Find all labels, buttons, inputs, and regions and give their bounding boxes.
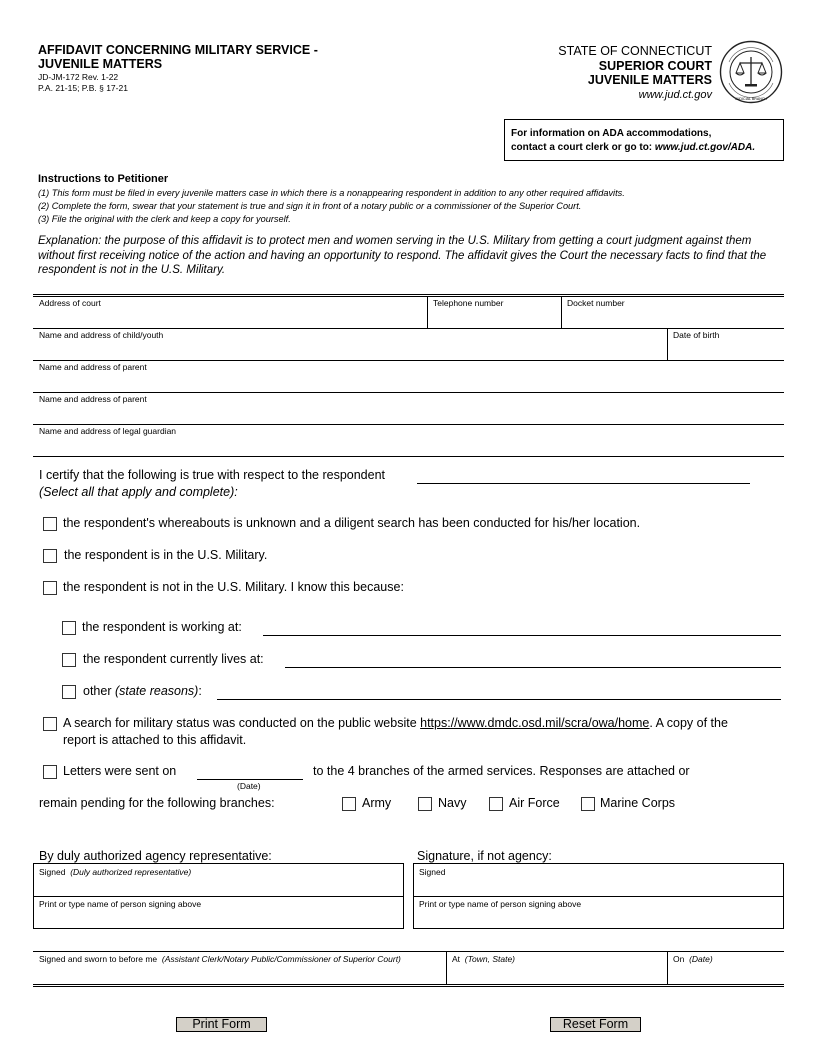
agency-signed-field[interactable]: [39, 867, 191, 877]
in-military-label: the respondent is in the U.S. Military.: [64, 548, 268, 562]
marine-corps-checkbox[interactable]: [581, 797, 595, 811]
parent2-field[interactable]: Name and address of parent: [39, 394, 147, 404]
letters-sent-continued: to the 4 branches of the armed services. Responses are attached or: [313, 764, 690, 778]
letters-sent-label: Letters were sent on: [63, 764, 177, 778]
sworn-rule-top: [33, 951, 784, 952]
working-at-checkbox[interactable]: [62, 621, 76, 635]
navy-checkbox[interactable]: [418, 797, 432, 811]
sworn-rule-bottom: [33, 984, 784, 985]
grid-rule: [33, 456, 784, 457]
instructions-list: [38, 187, 625, 226]
other-reasons-input[interactable]: [217, 699, 781, 700]
respondent-name-input[interactable]: [417, 483, 750, 484]
sworn-rule-bottom2: [33, 986, 784, 987]
website-search-checkbox[interactable]: [43, 717, 57, 731]
box-rule: [34, 896, 403, 897]
search-suffix: . A copy of the: [649, 716, 728, 730]
reset-form-button[interactable]: Reset Form: [550, 1017, 641, 1032]
ada-line1: For information on ADA accommodations,: [511, 128, 712, 139]
lives-at-checkbox[interactable]: [62, 653, 76, 667]
agency-signed-label: Signed: [39, 867, 66, 877]
other-prefix: other: [83, 684, 115, 698]
nonagency-heading: Signature, if not agency:: [417, 849, 552, 863]
instruction-item: (2) Complete the form, swear that your statement is true and sign it in front of a notary public or a commissioner of the Superior Court.: [38, 201, 582, 211]
form-code: [38, 72, 128, 94]
agency-print-name-field[interactable]: Print or type name of person signing above: [39, 899, 202, 909]
website: www.jud.ct.gov: [638, 88, 712, 101]
navy-label: Navy: [438, 796, 467, 810]
not-in-military-checkbox[interactable]: [43, 581, 57, 595]
form-title-line1: AFFIDAVIT CONCERNING MILITARY SERVICE -: [38, 43, 318, 57]
form-id: JD-JM-172 Rev. 1-22: [38, 72, 119, 82]
state-name: STATE OF CONNECTICUT: [558, 44, 712, 58]
grid-rule: [33, 360, 784, 361]
grid-divider: [667, 328, 668, 360]
date-caption: (Date): [237, 781, 261, 791]
instruction-item: (3) File the original with the clerk and keep a copy for yourself.: [38, 214, 291, 224]
dob-field[interactable]: Date of birth: [673, 330, 720, 340]
lives-at-label: the respondent currently lives at:: [83, 652, 264, 666]
ada-link[interactable]: www.jud.ct.gov/ADA.: [654, 142, 756, 153]
working-at-input[interactable]: [263, 635, 781, 636]
at-label: At: [452, 954, 461, 964]
division-name: JUVENILE MATTERS: [587, 73, 712, 87]
sworn-divider: [667, 951, 668, 984]
working-at-label: the respondent is working at:: [82, 620, 242, 634]
form-title: [38, 43, 368, 71]
marine-corps-label: Marine Corps: [600, 796, 676, 810]
statutes: P.A. 21-15; P.B. § 17-21: [38, 83, 128, 93]
unknown-whereabouts-checkbox[interactable]: [43, 517, 57, 531]
sworn-label: Signed and sworn to before me: [39, 954, 158, 964]
parent1-field[interactable]: Name and address of parent: [39, 362, 147, 372]
at-note: (Town, State): [464, 954, 516, 964]
grid-divider: [561, 296, 562, 328]
at-field[interactable]: [452, 954, 515, 964]
sworn-divider: [446, 951, 447, 984]
unknown-whereabouts-label: the respondent's whereabouts is unknown and a diligent search has been conducted for his/her location.: [63, 516, 641, 530]
air-force-label: Air Force: [509, 796, 560, 810]
nonagency-signature-box: [413, 863, 784, 929]
website-search-line2: report is attached to this affidavit.: [63, 733, 247, 747]
box-rule: [414, 896, 783, 897]
sworn-field[interactable]: [39, 954, 401, 964]
telephone-field[interactable]: Telephone number: [433, 298, 504, 308]
child-field[interactable]: Name and address of child/youth: [39, 330, 164, 340]
court-name: SUPERIOR COURT: [598, 58, 712, 73]
letters-sent-checkbox[interactable]: [43, 765, 57, 779]
dmdc-link[interactable]: https://www.dmdc.osd.mil/scra/owa/home: [420, 716, 650, 730]
not-in-military-label: the respondent is not in the U.S. Military. I know this because:: [63, 580, 404, 594]
sworn-note: (Assistant Clerk/Notary Public/Commissioner of Superior Court): [161, 954, 401, 964]
certify-select-note: (Select all that apply and complete):: [39, 485, 238, 499]
letters-date-input[interactable]: [197, 779, 303, 780]
air-force-checkbox[interactable]: [489, 797, 503, 811]
print-form-button[interactable]: Print Form: [176, 1017, 267, 1032]
in-military-checkbox[interactable]: [43, 549, 57, 563]
search-prefix: A search for military status was conducted on the public website: [63, 716, 421, 730]
instructions-heading: Instructions to Petitioner: [38, 173, 169, 185]
on-note: (Date): [689, 954, 713, 964]
ada-info-box: [504, 119, 784, 161]
other-reasons-label: [83, 684, 202, 698]
on-label: On: [673, 954, 685, 964]
agency-heading: By duly authorized agency representative:: [39, 849, 272, 863]
explanation-text: Explanation: the purpose of this affidavit is to protect men and women serving in the U.S. Military from getting a court judgment against them without first receiving notice of the action and having an opportunity to respond. The affidavit gives the Court the necessary facts to find that the respondent is not in the U.S. Military.: [38, 235, 767, 276]
ada-line2-prefix: contact a court clerk or go to:: [511, 142, 655, 153]
court-block: [558, 44, 712, 102]
other-reasons-checkbox[interactable]: [62, 685, 76, 699]
army-label: Army: [362, 796, 392, 810]
seal-text: JUDICIAL BRANCH: [734, 97, 768, 101]
agency-signature-box: [33, 863, 404, 929]
nonagency-print-name-field[interactable]: Print or type name of person signing above: [419, 899, 582, 909]
instruction-item: (1) This form must be filed in every juvenile matters case in which there is a nonappearing respondent in addition to any other required affidavits.: [38, 188, 625, 198]
guardian-field[interactable]: Name and address of legal guardian: [39, 426, 177, 436]
pending-branches-label: remain pending for the following branches:: [39, 796, 275, 810]
grid-rule: [33, 392, 784, 393]
address-of-court-field[interactable]: Address of court: [39, 298, 101, 308]
certify-lead: I certify that the following is true with respect to the respondent: [39, 468, 386, 482]
on-field[interactable]: [673, 954, 713, 964]
lives-at-input[interactable]: [285, 667, 781, 668]
state-seal-icon: [719, 40, 783, 104]
grid-rule: [33, 294, 784, 295]
nonagency-signed-field[interactable]: Signed: [419, 867, 446, 877]
form-title-line2: JUVENILE MATTERS: [38, 57, 163, 71]
agency-signed-note: (Duly authorized representative): [70, 867, 192, 877]
other-colon: :: [198, 684, 202, 698]
grid-rule: [33, 296, 784, 297]
ada-line2: [511, 141, 777, 155]
army-checkbox[interactable]: [342, 797, 356, 811]
grid-rule: [33, 328, 784, 329]
grid-rule: [33, 424, 784, 425]
other-italic: (state reasons): [114, 684, 199, 698]
website-search-label: [63, 716, 728, 730]
docket-field[interactable]: Docket number: [567, 298, 625, 308]
grid-divider: [427, 296, 428, 328]
